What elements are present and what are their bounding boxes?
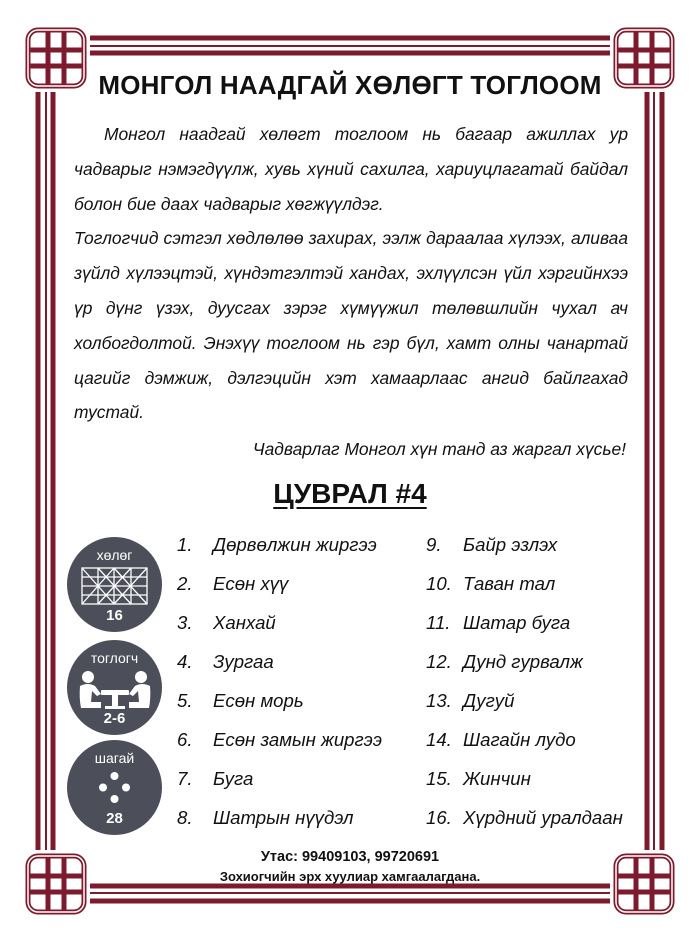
dots-icon (97, 770, 132, 805)
list-item (177, 803, 382, 842)
list-item (177, 686, 382, 725)
item-number: 12. (426, 651, 452, 672)
list-item (426, 764, 623, 803)
item-name: Дугуй (463, 690, 515, 711)
list-item (426, 530, 623, 569)
item-name: Ханхай (213, 612, 276, 633)
badge-label: тоглогч (90, 650, 139, 666)
list-item (177, 725, 382, 764)
copyright-text: Зохиогчийн эрх хуулиар хамгаалагдана. (219, 869, 481, 884)
board-icon (81, 567, 148, 605)
badge-value: 28 (106, 810, 123, 827)
list-item (426, 725, 623, 764)
item-name: Жинчин (463, 768, 531, 789)
item-name: Хүрдний уралдаан (463, 807, 623, 828)
item-name: Зургаа (213, 651, 274, 672)
list-item (426, 608, 623, 647)
item-name: Буга (213, 768, 254, 789)
item-number: 5. (177, 690, 193, 711)
item-number: 2. (177, 573, 193, 594)
item-name: Дунд гурвалж (463, 651, 583, 672)
item-name: Есөн хүү (213, 573, 289, 594)
game-list-column-2 (426, 530, 623, 842)
item-number: 10. (426, 573, 452, 594)
wish-text: Чадварлаг Монгол хүн танд аз жаргал хүсье! (252, 439, 626, 459)
item-number: 3. (177, 612, 193, 633)
list-item (426, 647, 623, 686)
list-item (426, 686, 623, 725)
intro-text (74, 117, 628, 430)
item-name: Есөн морь (213, 690, 304, 711)
item-name: Шатрын нүүдэл (213, 807, 354, 828)
series-title: ЦУВРАЛ #4 (273, 478, 427, 509)
item-name: Байр эзлэх (463, 534, 558, 555)
badge-value: 16 (106, 607, 123, 624)
list-item (426, 803, 623, 842)
players-icon (75, 668, 155, 710)
game-list-column-1 (177, 530, 382, 842)
list-item (177, 608, 382, 647)
phone-text: Утас: 99409103, 99720691 (260, 849, 440, 865)
item-name: Дөрвөлжин жиргээ (213, 534, 377, 555)
list-item (177, 569, 382, 608)
badge-value: 2-6 (103, 710, 126, 727)
badge-label: хөлөг (96, 547, 133, 563)
badge-piece-count (67, 740, 162, 835)
item-number: 7. (177, 768, 193, 789)
badge-board-count (67, 537, 162, 632)
item-number: 16. (426, 807, 452, 828)
item-name: Шагайн лудо (463, 729, 576, 750)
intro-paragraph-2: Тоглогчид сэтгэл хөдлөлөө захирах, ээлж дараалаа хүлээх, аливаа зүйлд хүлээцтэй, хүндэтгэлтэй хандах, эхлүүлсэн үйл хэргийнхээ үр дүнг үзэх, дуусгах зэрэг хүмүүжил төлөвшлийн чухал ач холбогдолтой. Энэхүү тоглоом нь гэр бүл, хамт олны чанартай цагийг дэмжиж, дэлгэцийн хэт хамаарлаас ангид байлгахад тустай. (74, 228, 628, 423)
list-item (177, 647, 382, 686)
item-number: 6. (177, 729, 193, 750)
list-item (426, 569, 623, 608)
page-title: МОНГОЛ НААДГАЙ ХӨЛӨГТ ТОГЛООМ (98, 70, 602, 100)
item-number: 1. (177, 534, 193, 555)
item-number: 4. (177, 651, 193, 672)
item-name: Таван тал (463, 573, 556, 594)
item-number: 11. (426, 612, 451, 633)
badge-player-count (67, 640, 162, 735)
badge-label: шагай (94, 750, 135, 766)
item-number: 8. (177, 807, 193, 828)
item-number: 13. (426, 690, 452, 711)
list-item (177, 530, 382, 569)
item-name: Шатар буга (463, 612, 571, 633)
item-number: 14. (426, 729, 452, 750)
list-item (177, 764, 382, 803)
item-number: 15. (426, 768, 452, 789)
item-name: Есөн замын жиргээ (213, 729, 382, 750)
item-number: 9. (426, 534, 442, 555)
intro-paragraph-1: Монгол наадгай хөлөгт тоглоом нь багаар ажиллах ур чадварыг нэмэгдүүлж, хувь хүний сахилга, хариуцлагатай байдал болон бие даах чадварыг хөгжүүлдэг. (74, 124, 628, 214)
